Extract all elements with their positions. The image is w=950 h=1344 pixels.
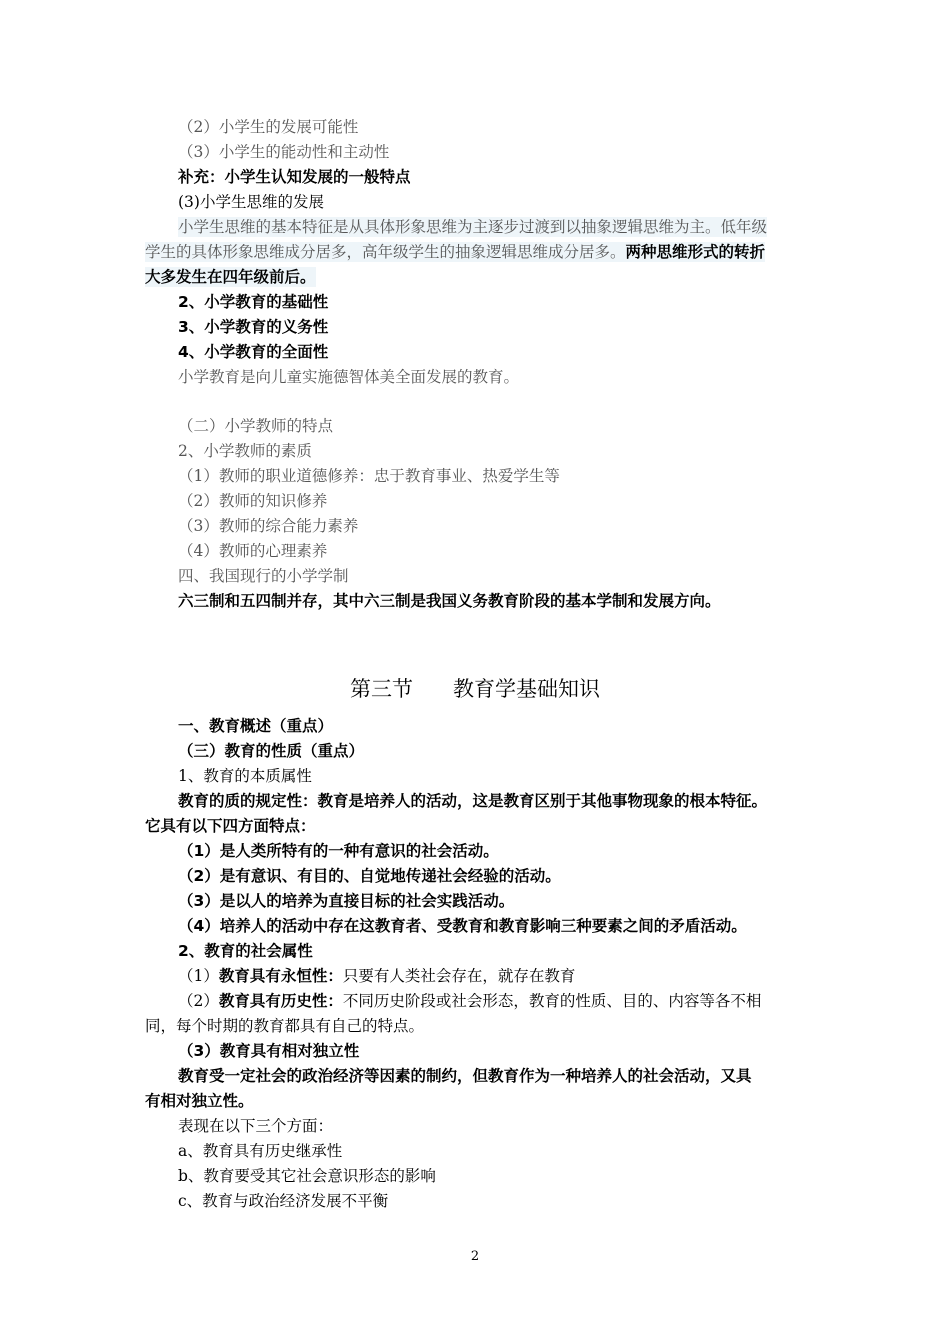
text-line: 表现在以下三个方面： (178, 1117, 334, 1135)
paragraph-line: 它具有以下四方面特点： (145, 817, 316, 835)
list-item: a、教育具有历史继承性 (178, 1142, 343, 1160)
paragraph-line: 大多发生在四年级前后。 (145, 268, 316, 286)
text-line: 1、教育的本质属性 (178, 767, 312, 785)
item-text: 不同历史阶段或社会形态，教育的性质、目的、内容等各不相 (342, 992, 762, 1010)
item-number: （2） (178, 992, 219, 1010)
list-item (178, 966, 575, 986)
heading: 一、教育概述（重点） (178, 717, 334, 735)
supplement-heading: 补充：小学生认知发展的一般特点 (178, 168, 411, 186)
subheading: 四、我国现行的小学学制 (178, 567, 349, 585)
subheading: 2、教育的社会属性 (178, 942, 313, 960)
list-item: （4）培养人的活动中存在这教育者、受教育和教育影响三种要素之间的矛盾活动。 (178, 917, 747, 935)
subheading: 3、小学教育的义务性 (178, 318, 329, 336)
paragraph-line: 同，每个时期的教育都具有自己的特点。 (145, 1017, 425, 1035)
list-item: （3）是以人的培养为直接目标的社会实践活动。 (178, 892, 515, 910)
list-item: （3）教育具有相对独立性 (178, 1042, 360, 1060)
text-line: 六三制和五四制并存，其中六三制是我国义务教育阶段的基本学制和发展方向。 (178, 592, 721, 610)
list-item: （2）教师的知识修养 (178, 492, 328, 510)
item-bold-text: 教育具有永恒性： (218, 967, 343, 985)
list-item: b、教育要受其它社会意识形态的影响 (178, 1167, 436, 1185)
list-item: （4）教师的心理素养 (178, 542, 328, 560)
list-item: （3）教师的综合能力素养 (178, 517, 359, 535)
page-number: 2 (470, 1249, 480, 1264)
subheading: 2、小学教育的基础性 (178, 293, 329, 311)
subheading: 4、小学教育的全面性 (178, 343, 329, 361)
text-line: （2）小学生的发展可能性 (178, 118, 359, 136)
paragraph-text: 学生的具体形象思维成分居多，高年级学生的抽象逻辑思维成分居多。 (145, 243, 626, 261)
paragraph-line: 教育受一定社会的政治经济等因素的制约，但教育作为一种培养人的社会活动，又具 (178, 1067, 752, 1085)
paragraph-line: 有相对独立性。 (145, 1092, 254, 1110)
list-item: （2）是有意识、有目的、自觉地传递社会经验的活动。 (178, 867, 561, 885)
text-line: (3)小学生思维的发展 (178, 193, 324, 211)
list-item: （1）是人类所特有的一种有意识的社会活动。 (178, 842, 499, 860)
item-text: 只要有人类社会存在，就存在教育 (342, 967, 576, 985)
text-line: 2、小学教师的素质 (178, 442, 312, 460)
item-number: （1） (178, 967, 219, 985)
subheading: （二）小学教师的特点 (178, 417, 334, 435)
paragraph-line: 小学生思维的基本特征是从具体形象思维为主逐步过渡到以抽象逻辑思维为主。低年级 (178, 218, 768, 236)
list-item: （1）教师的职业道德修养：忠于教育事业、热爱学生等 (178, 467, 560, 485)
subheading: （三）教育的性质（重点） (178, 742, 365, 760)
paragraph-line (145, 242, 765, 262)
paragraph-bold-text: 两种思维形式的转折 (625, 243, 766, 261)
item-bold-text: 教育具有历史性： (218, 992, 343, 1010)
list-item: c、教育与政治经济发展不平衡 (178, 1192, 389, 1210)
section-title: 第三节 教育学基础知识 (349, 677, 601, 701)
list-item (178, 991, 761, 1011)
text-line: 小学教育是向儿童实施德智体美全面发展的教育。 (178, 368, 520, 386)
text-line: （3）小学生的能动性和主动性 (178, 143, 390, 161)
paragraph-line: 教育的质的规定性：教育是培养人的活动，这是教育区别于其他事物现象的根本特征。 (178, 792, 768, 810)
